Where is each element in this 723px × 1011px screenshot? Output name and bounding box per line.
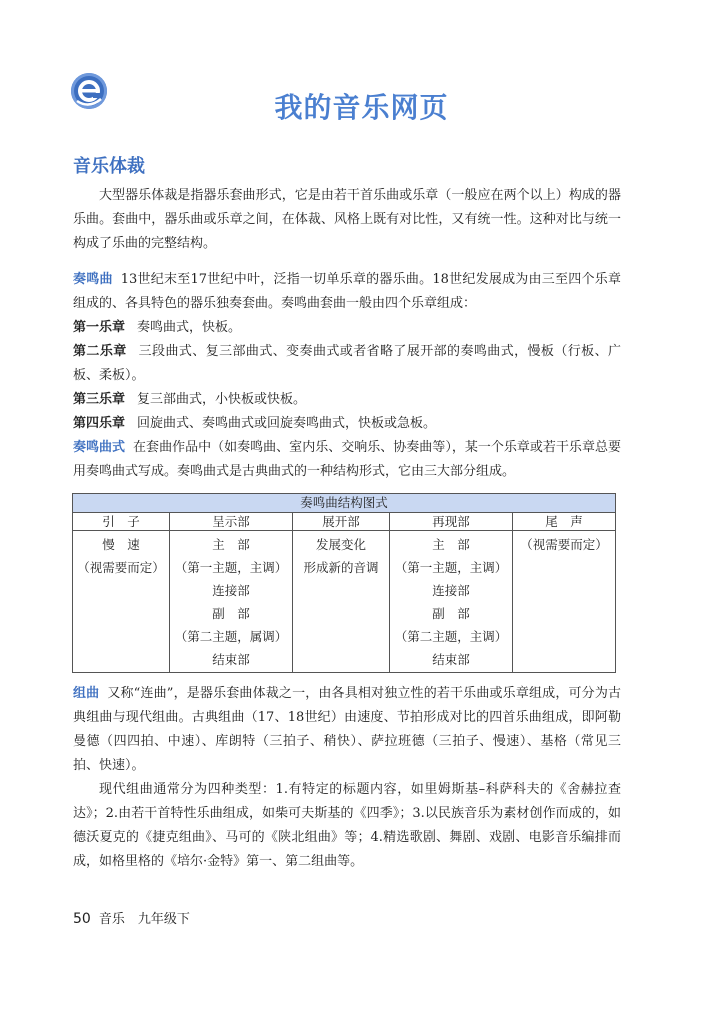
movement-desc: 奏鸣曲式，快板。 — [137, 320, 242, 335]
cell-line: （视需要而定） — [77, 560, 165, 575]
modern-suite-paragraph: 现代组曲通常分为四种类型：1.有特定的标题内容，如里姆斯基–科萨科夫的《舍赫拉查达》；2.由若干首特性乐曲组成，如柴可夫斯基的《四季》；3.以民族音乐为素材创作而成的，如德沃夏克的《捷克组曲》、马可的《陕北组曲》等；4.精选歌剧、舞剧、戏剧、电影音乐编排而成，如格里格的《培尔·金特》第一、第二组曲等。 — [73, 782, 621, 869]
table-body-row — [73, 531, 616, 673]
movement-3 — [73, 388, 621, 412]
movement-name: 第二乐章 — [73, 344, 127, 359]
header-exposition: 呈示部 — [170, 513, 293, 531]
movement-name: 第四乐章 — [73, 416, 126, 431]
movement-desc: 三段曲式、复三部曲式、变奏曲式或者省略了展开部的奏鸣曲式，慢板（行板、广板、柔板）。 — [73, 344, 621, 383]
table-header-row — [73, 513, 616, 531]
cell-recapitulation — [390, 531, 513, 673]
movement-name: 第一乐章 — [73, 320, 126, 335]
footer-subject: 音乐 九年级下 — [98, 912, 190, 927]
movement-4 — [73, 412, 621, 436]
header-introduction: 引 子 — [73, 513, 170, 531]
page-footer — [73, 908, 190, 927]
sonata-term: 奏鸣曲 — [73, 272, 113, 287]
header-recapitulation: 再现部 — [390, 513, 513, 531]
cell-line: （第一主题，主调） — [174, 560, 288, 575]
sonata-form-text: 在套曲作品中（如奏鸣曲、室内乐、交响乐、协奏曲等），某一个乐章或若干乐章总要用奏鸣曲式写成。奏鸣曲式是古典曲式的一种结构形式，它由三大部分组成。 — [73, 440, 621, 479]
section-heading: 音乐体裁 — [73, 156, 145, 177]
cell-line: （第一主题，主调） — [394, 560, 508, 575]
cell-line: 慢 速 — [102, 537, 140, 552]
cell-line: 发展变化 — [315, 537, 366, 552]
movement-name: 第三乐章 — [73, 392, 126, 407]
cell-line: 副 部 — [212, 606, 250, 621]
suite-term: 组曲 — [73, 686, 100, 701]
cell-line: 结束部 — [432, 652, 470, 667]
cell-line: 副 部 — [432, 606, 470, 621]
cell-line: 连接部 — [212, 583, 250, 598]
cell-line: 形成新的音调 — [303, 560, 379, 575]
page-title: 我的音乐网页 — [274, 91, 449, 124]
table-caption: 奏鸣曲结构图式 — [73, 494, 616, 513]
cell-line: （视需要而定） — [520, 537, 608, 552]
cell-exposition — [170, 531, 293, 673]
suite-text: 又称“连曲”，是器乐套曲体裁之一，由各具相对独立性的若干乐曲或乐章组成，可分为古典组曲与现代组曲。古典组曲（17、18世纪）由速度、节拍形成对比的四首乐曲组成，即阿勒曼德（四四拍、中速）、库朗特（三拍子、稍快）、萨拉班德（三拍子、慢速）、基格（常见三拍、快速）。 — [73, 686, 621, 773]
cell-development — [293, 531, 390, 673]
sonata-form-paragraph — [73, 436, 621, 484]
cell-line: （第二主题，属调） — [174, 629, 288, 644]
sonata-structure-table — [72, 493, 616, 673]
cell-line: 主 部 — [212, 537, 250, 552]
header-coda: 尾 声 — [513, 513, 616, 531]
header-development: 展开部 — [293, 513, 390, 531]
movement-1 — [73, 316, 621, 340]
movement-desc: 复三部曲式，小快板或快板。 — [137, 392, 307, 407]
intro-paragraph: 大型器乐体裁是指器乐套曲形式，它是由若干首乐曲或乐章（一般应在两个以上）构成的器乐曲。套曲中，器乐曲或乐章之间，在体裁、风格上既有对比性，又有统一性。这种对比与统一构成了乐曲的完整结构。 — [73, 188, 621, 251]
cell-line: 结束部 — [212, 652, 250, 667]
cell-line: 主 部 — [432, 537, 470, 552]
cell-line: 连接部 — [432, 583, 470, 598]
sonata-form-term: 奏鸣曲式 — [73, 440, 126, 455]
movement-2 — [73, 340, 621, 388]
page-number: 50 — [73, 911, 91, 927]
cell-introduction — [73, 531, 170, 673]
cell-line: （第二主题，主调） — [394, 629, 508, 644]
sonata-paragraph — [73, 268, 621, 316]
suite-paragraph — [73, 682, 621, 778]
cell-coda — [513, 531, 616, 673]
movement-desc: 回旋曲式、奏鸣曲式或回旋奏鸣曲式，快板或急板。 — [137, 416, 437, 431]
sonata-text: 13世纪末至17世纪中叶，泛指一切单乐章的器乐曲。18世纪发展成为由三至四个乐章组成的、各具特色的器乐独奏套曲。奏鸣曲套曲一般由四个乐章组成： — [73, 272, 621, 311]
